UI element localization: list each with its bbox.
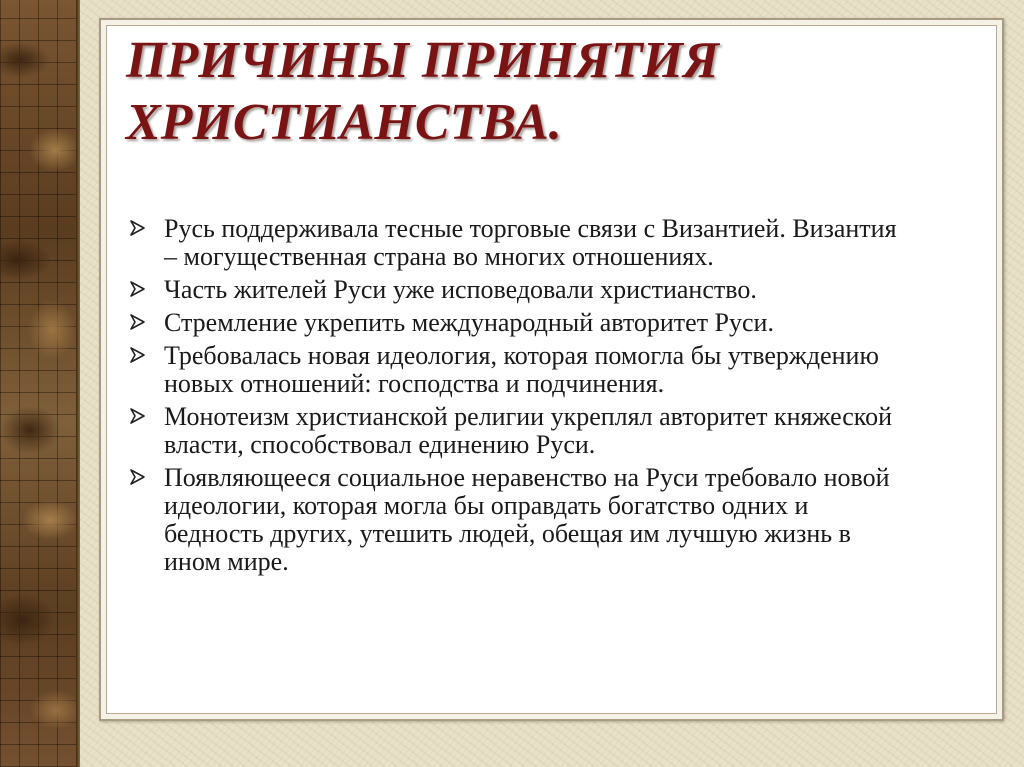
bullet-item-2 xyxy=(128,276,978,304)
bullet-text-line: Появляющееся социальное неравенство на Руси требовало новой xyxy=(164,463,890,492)
bullet-text-line: ином мире. xyxy=(164,547,289,576)
bullet-text-line: Стремление укрепить международный авторитет Руси. xyxy=(164,308,774,337)
bullet-text-line: Монотеизм христианской религии укреплял авторитет княжеской xyxy=(164,402,893,431)
bullet-text-line: Требовалась новая идеология, которая помогла бы утверждению xyxy=(164,341,879,370)
arrow-bullet-icon xyxy=(128,312,148,332)
slide-title-line-2: ХРИСТИАНСТВА. xyxy=(126,94,562,151)
bullet-item-1 xyxy=(128,215,978,271)
bullet-item-5 xyxy=(128,403,978,459)
decorative-side-strip xyxy=(0,0,76,767)
bullet-list xyxy=(128,215,978,581)
arrow-bullet-icon xyxy=(128,467,148,487)
bullet-item-6 xyxy=(128,464,978,576)
bullet-text-line: Русь поддерживала тесные торговые связи с Византией. Византия xyxy=(164,214,897,243)
bullet-text-line: Часть жителей Руси уже исповедовали христианство. xyxy=(164,275,757,304)
slide-title-line-1: ПРИЧИНЫ ПРИНЯТИЯ xyxy=(126,32,719,89)
arrow-bullet-icon xyxy=(128,345,148,365)
arrow-bullet-icon xyxy=(128,406,148,426)
bullet-text-line: новых отношений: господства и подчинения. xyxy=(164,369,665,398)
bullet-text-line: бедность других, утешить людей, обещая им лучшую жизнь в xyxy=(164,519,851,548)
slide-title xyxy=(126,30,986,154)
bullet-item-3 xyxy=(128,309,978,337)
bullet-text-line: власти, способствовал единению Руси. xyxy=(164,430,596,459)
bullet-item-4 xyxy=(128,342,978,398)
bullet-text-line: идеологии, которая могла бы оправдать богатство одних и xyxy=(164,491,809,520)
arrow-bullet-icon xyxy=(128,279,148,299)
arrow-bullet-icon xyxy=(128,218,148,238)
side-strip-edge xyxy=(76,0,80,767)
bullet-text-line: – могущественная страна во многих отношениях. xyxy=(164,242,714,271)
